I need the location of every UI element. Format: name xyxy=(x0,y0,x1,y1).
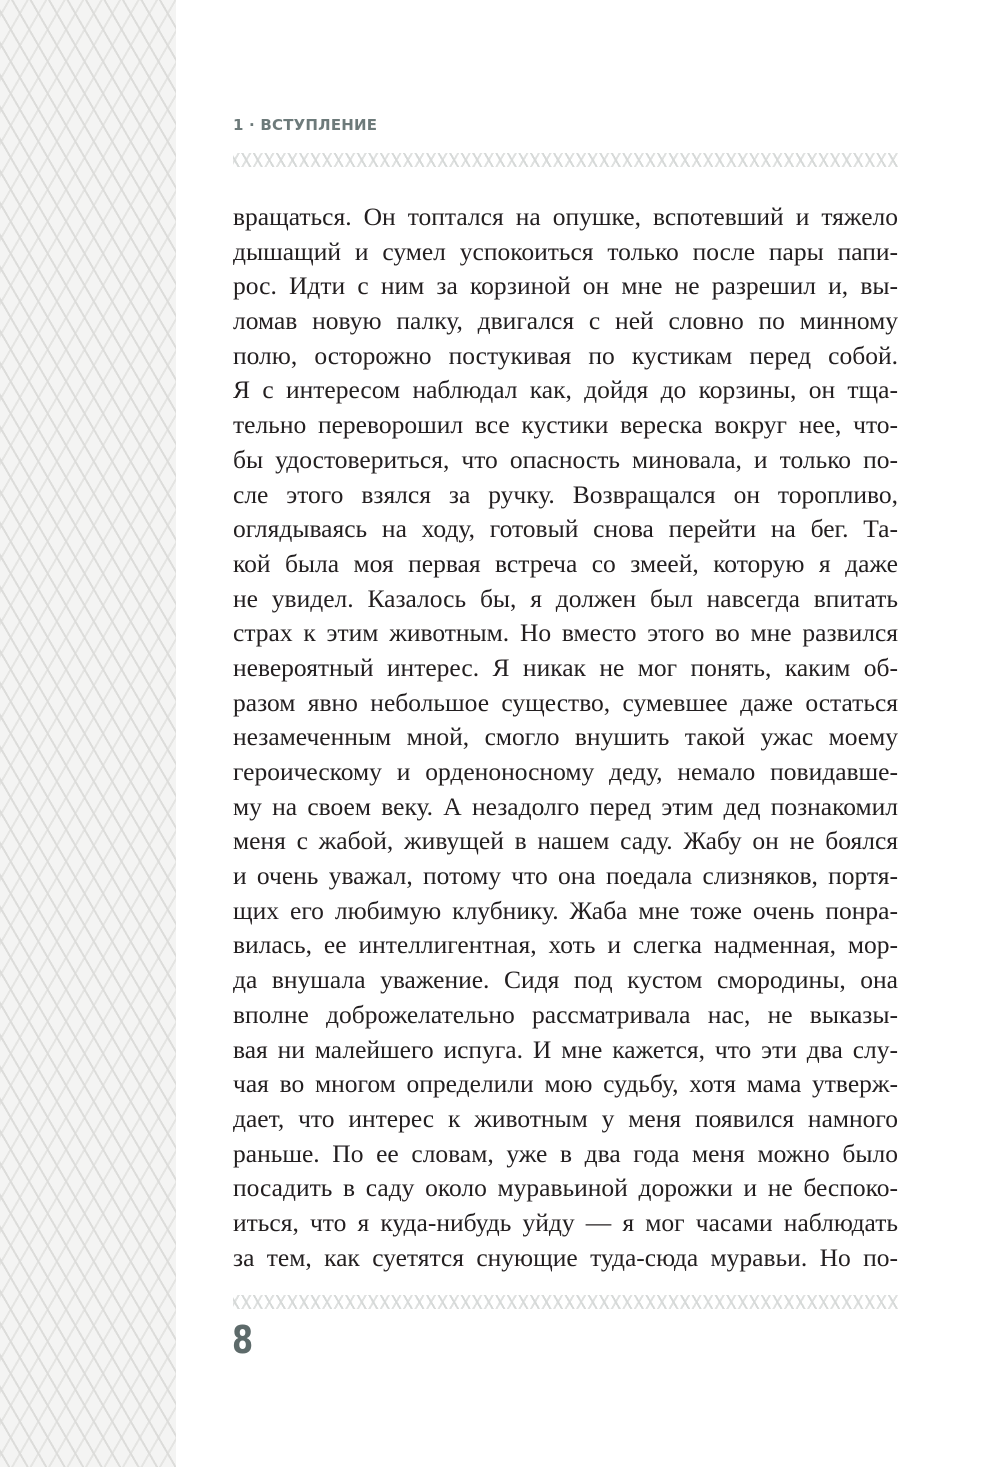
text-line: чая во многом определили мою судьбу, хотя мама утверж- xyxy=(233,1069,898,1099)
text-line: Я с интересом наблюдал как, дойдя до корзины, он тща- xyxy=(233,375,898,405)
text-line: да внушала уважение. Сидя под кустом смородины, она xyxy=(233,965,898,995)
text-line: меня с жабой, живущей в нашем саду. Жабу он не боялся xyxy=(233,826,898,856)
text-line: оглядываясь на ходу, готовый снова перейти на бег. Та- xyxy=(233,514,898,544)
text-line: тельно переворошил все кустики вереска вокруг нее, что- xyxy=(233,410,898,440)
text-line: вая ни малейшего испуга. И мне кажется, что эти два слу- xyxy=(233,1034,898,1064)
text-line: посадить в саду около муравьиной дорожки и не беспоко- xyxy=(233,1173,898,1203)
top-wave-divider xyxy=(233,153,898,167)
text-line: и очень уважал, потому что она поедала слизняков, портя- xyxy=(233,861,898,891)
bottom-wave-divider xyxy=(233,1295,898,1309)
text-line: сле этого взялся за ручку. Возвращался он торопливо, xyxy=(233,479,898,509)
text-line: вилась, ее интеллигентная, хоть и слегка надменная, мор- xyxy=(233,930,898,960)
body-text xyxy=(233,200,898,1275)
text-line: щих его любимую клубнику. Жаба мне тоже очень понра- xyxy=(233,895,898,925)
text-line: раньше. По ее словам, уже в два года меня можно было xyxy=(233,1138,898,1168)
text-line: героическому и орденоносному деду, немало повидавше- xyxy=(233,757,898,786)
text-line: вполне доброжелательно рассматривала нас, не выказы- xyxy=(233,999,898,1029)
text-line: не увидел. Казалось бы, я должен был навсегда впитать xyxy=(233,583,898,613)
text-line: му на своем веку. А незадолго перед этим дед познакомил xyxy=(233,791,898,821)
text-line: ломав новую палку, двигался с ней словно по минному xyxy=(233,306,898,336)
text-line: бы удостовериться, что опасность миновала, и только по- xyxy=(233,444,898,474)
text-line: рос. Идти с ним за корзиной он мне не разрешил и, вы- xyxy=(233,271,898,301)
text-line: дышащий и сумел успокоиться только после пары папи- xyxy=(233,236,898,266)
text-line: незамеченным мной, смогло внушить такой ужас моему xyxy=(233,722,898,752)
text-line: полю, осторожно постукивая по кустикам перед собой. xyxy=(233,340,898,370)
text-line: вращаться. Он топтался на опушке, вспотевший и тяжело xyxy=(233,202,898,231)
text-line: страх к этим животным. Но вместо этого во мне развился xyxy=(233,618,898,648)
text-line: иться, что я куда-нибудь уйду — я мог часами наблюдать xyxy=(233,1207,898,1237)
text-line: разом явно небольшое существо, сумевшее даже остаться xyxy=(233,687,898,717)
decorative-side-strip xyxy=(0,0,176,1467)
running-head: 1 · ВСТУПЛЕНИЕ xyxy=(233,116,378,134)
text-line: за тем, как суетятся снующие туда-сюда муравьи. Но по- xyxy=(233,1242,898,1272)
page-number: 8 xyxy=(232,1318,254,1362)
text-line: кой была моя первая встреча со змеей, которую я даже xyxy=(233,548,898,578)
text-line: невероятный интерес. Я никак не мог понять, каким об- xyxy=(233,652,898,682)
text-line: дает, что интерес к животным у меня появился намного xyxy=(233,1103,898,1133)
